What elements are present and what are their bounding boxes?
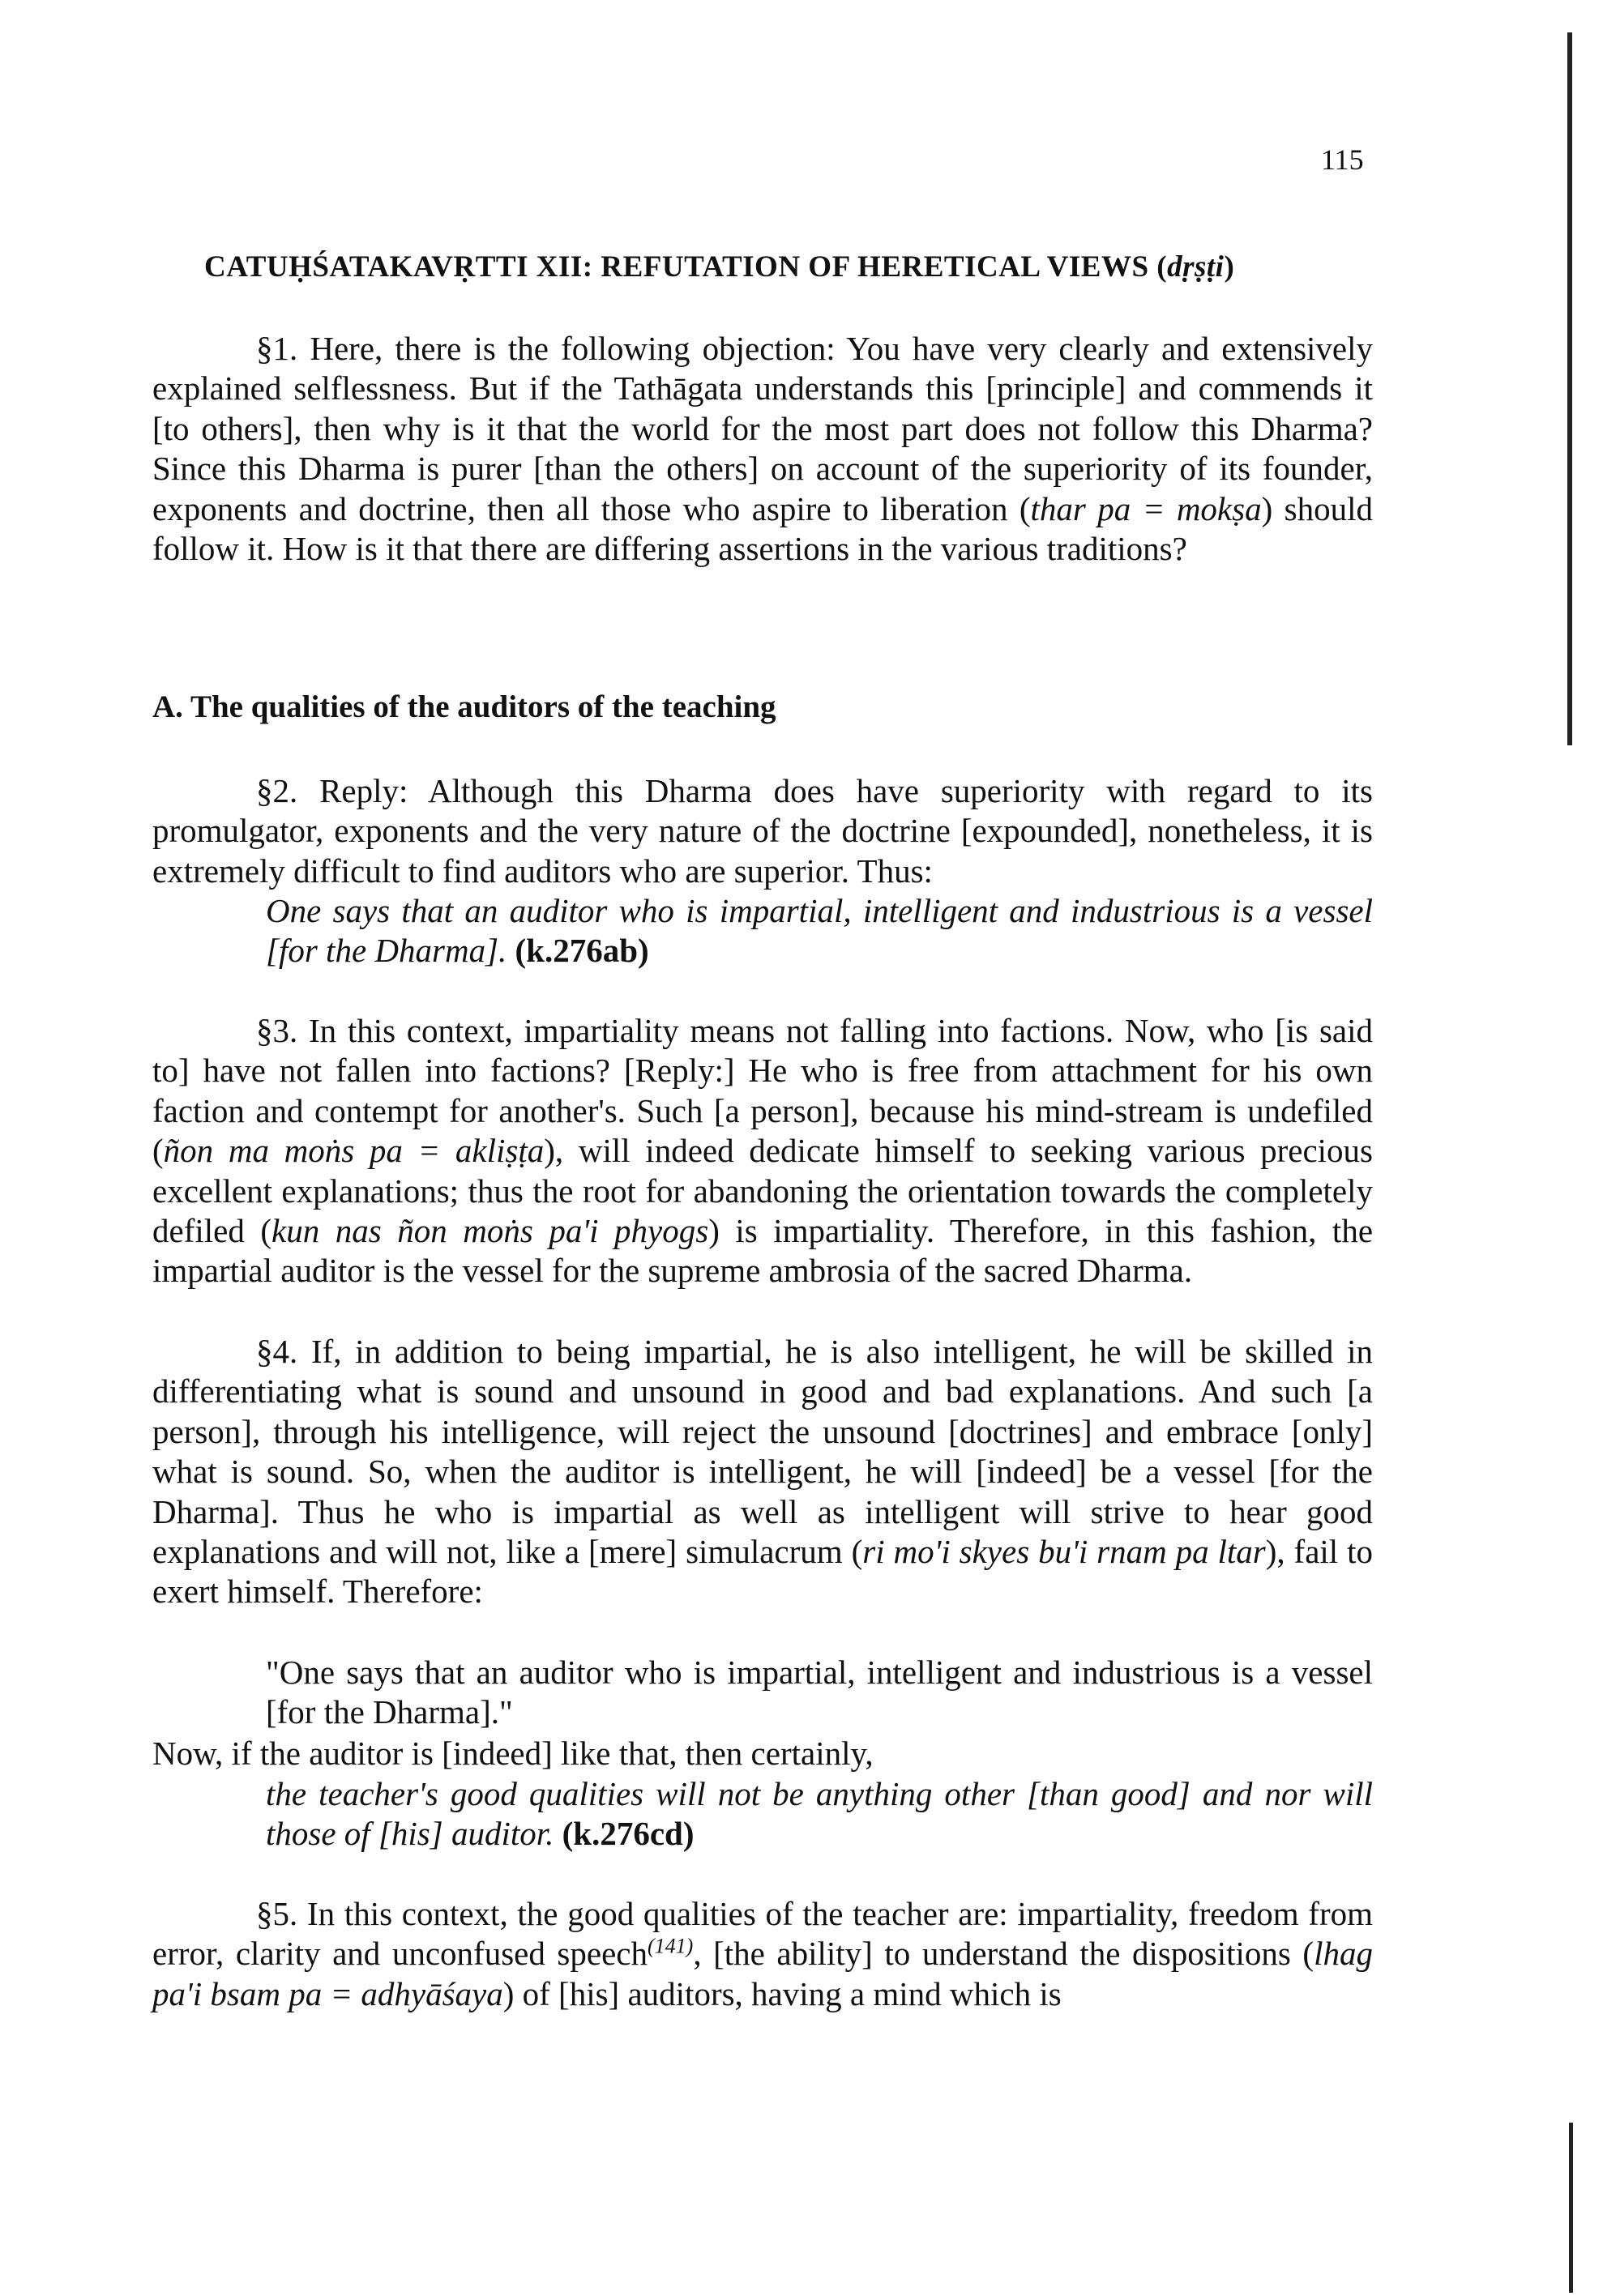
quoted-verse: "One says that an auditor who is impartial, intelligent and industrious is a vessel [for the Dharma]." [266, 1654, 1373, 1731]
paragraph-section-3: §3. In this context, impartiality means not falling into factions. Now, who [is said to] have not fallen into factions? [Reply:] He who is free from attachment for his own faction and contempt for another's. Such [a person], because his mind-stream is undefiled (ñon ma moṅs pa = akliṣṭa), will indeed dedicate himself to seeking various precious excellent explanations; thus the root for abandoning the orientation towards the completely defiled (kun nas ñon moṅs pa'i phyogs) is impartiality. Therefore, in this fashion, the impartial auditor is the vessel for the supreme ambrosia of the sacred Dharma. [152, 1012, 1374, 1290]
verse-k276cd: the teacher's good qualities will not be anything other [than good] and nor will those of [his] auditor. (k.276cd) [266, 1775, 1373, 1853]
page-edge-bottom [1569, 2123, 1573, 2293]
heading-qualities-of-auditors: A. The qualities of the auditors of the teaching [152, 689, 776, 724]
transition-line: Now, if the auditor is [indeed] like that, then certainly, [152, 1735, 874, 1772]
paragraph-section-4: §4. If, in addition to being impartial, he is also intelligent, he will be skilled in differentiating what is sound and unsound in good and bad explanations. And such [a person], through his intelligence, will reject the unsound [doctrines] and embrace [only] what is sound. So, when the auditor is intelligent, he will [indeed] be a vessel [for the Dharma]. Thus he who is impartial as well as intelligent will strive to hear good explanations and will not, like a [mere] simulacrum (ri mo'i skyes bu'i rnam pa ltar), fail to exert himself. Therefore: [152, 1333, 1373, 1611]
paragraph-section-5: §5. In this context, the good qualities of the teacher are: impartiality, freedom from error, clarity and unconfused speech$^{(141)}$, [the ability] to understand the dispositions (lhag pa'i bsam pa = adhyāśaya) of [his] auditors, having a mind which is [152, 1895, 1373, 2012]
footnote-marker: (141) [647, 1934, 694, 1958]
verse-k276ab: One says that an auditor who is impartial, intelligent and industrious is a vessel [for the Dharma]. (k.276ab) [266, 892, 1373, 970]
paragraph-section-2: §2. Reply: Although this Dharma does have superiority with regard to its promulgator, exponents and the very nature of the doctrine [expounded], nonetheless, it is extremely difficult to find auditors who are superior. Thus: [152, 772, 1373, 890]
chapter-title: CATUḤŚATAKAVṚTTI XII: REFUTATION OF HERETICAL VIEWS (dṛṣṭi) [204, 250, 1235, 284]
paragraph-section-1: §1. Here, there is the following objection: You have very clearly and extensively explained selflessness. But if the Tathāgata understands this [principle] and commends it [to others], then why is it that the world for the most part does not follow this Dharma? Since this Dharma is purer [than the others] on account of the superiority of its founder, exponents and doctrine, then all those who aspire to liberation (thar pa = mokṣa) should follow it. How is it that there are differing assertions in the various traditions? [152, 330, 1374, 568]
page-edge-top [1567, 32, 1572, 745]
page-number: 115 [1321, 143, 1364, 176]
